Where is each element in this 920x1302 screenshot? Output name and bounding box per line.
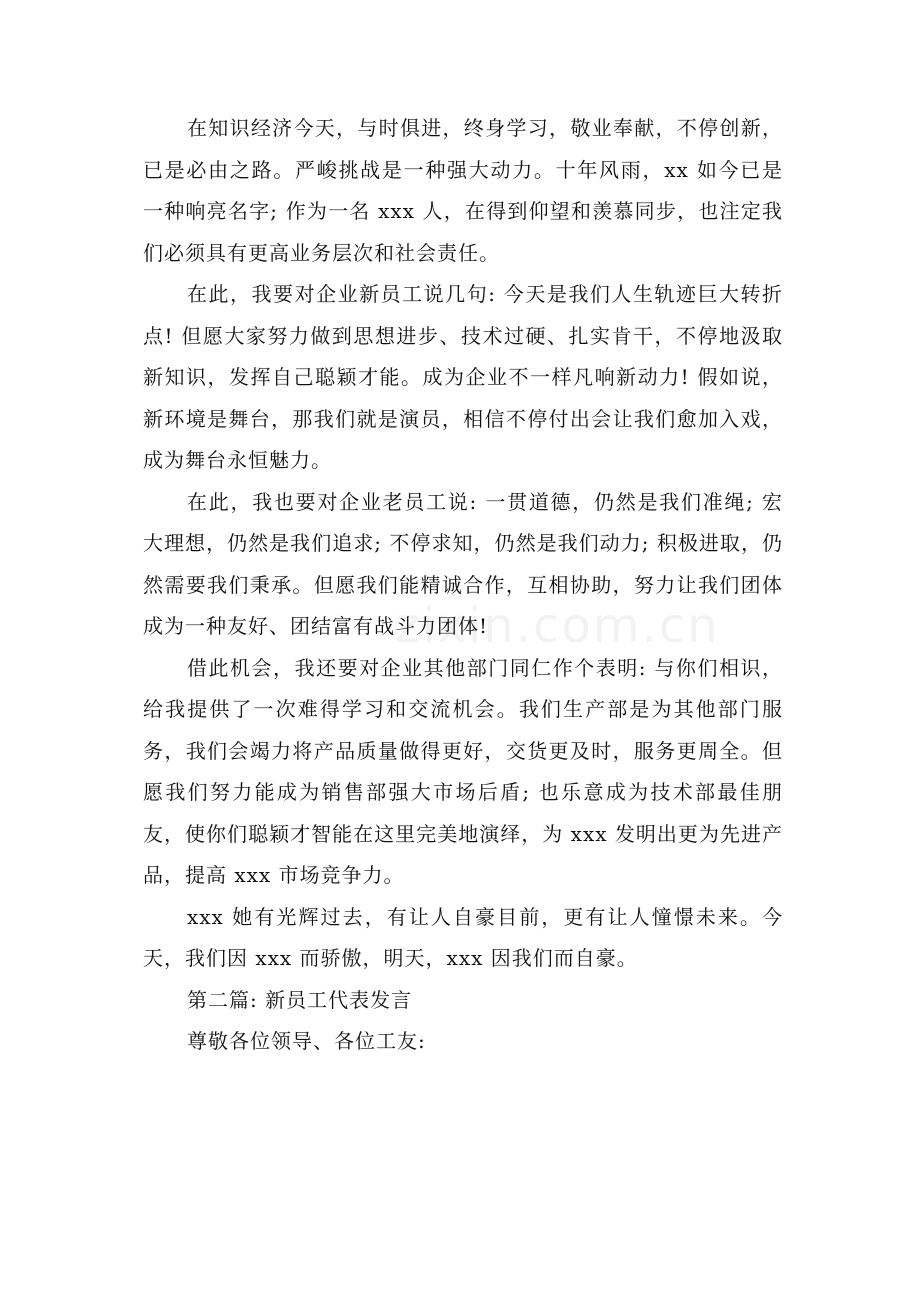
- paragraph-5: xxx 她有光辉过去，有让人自豪目前，更有让人憧憬未来。今天，我们因 xxx 而骄傲，明天，xxx 因我们而自豪。: [143, 904, 783, 970]
- paragraph-2: 在此，我要对企业新员工说几句: 今天是我们人生轨迹巨大转折点! 但愿大家努力做到思想进步、技术过硬、扎实肯干，不停地汲取新知识，发挥自己聪颖才能。成为企业不一样凡响新动力! 假如说，新环境是舞台，那我们就是演员，相信不停付出会让我们愈加入戏，成为舞台永恒魅力。: [143, 282, 783, 472]
- paragraph-1: 在知识经济今天，与时俱进，终身学习，敬业奉献，不停创新，已是必由之路。严峻挑战是一种强大动力。十年风雨，xx 如今已是一种响亮名字; 作为一名 xxx 人，在得到仰望和羡慕同步，也注定我们必须具有更高业务层次和社会责任。: [143, 116, 783, 265]
- paragraph-4: 借此机会，我还要对企业其他部门同仁作个表明: 与你们相识，给我提供了一次难得学习和交流机会。我们生产部是为其他部门服务，我们会竭力将产品质量做得更好，交货更及时，服务更周全。但愿我们努力能成为销售部强大市场后盾; 也乐意成为技术部最佳朋友，使你们聪颖才智能在这里完美地演绎，为 xxx 发明出更为先进产品，提高 xxx 市场竞争力。: [143, 655, 783, 887]
- document-body: [143, 108, 783, 1063]
- salutation: 尊敬各位领导、各位工友:: [187, 1029, 426, 1053]
- watermark: zixin.com.cn: [395, 598, 720, 654]
- section-heading: 第二篇: 新员工代表发言: [187, 987, 413, 1012]
- paragraph-3: 在此，我也要对企业老员工说: 一贯道德，仍然是我们准绳; 宏大理想，仍然是我们追求; 不停求知，仍然是我们动力; 积极进取，仍然需要我们秉承。但愿我们能精诚合作，互相协助，努力让我们团体成为一种友好、团结富有战斗力团体!: [143, 489, 783, 638]
